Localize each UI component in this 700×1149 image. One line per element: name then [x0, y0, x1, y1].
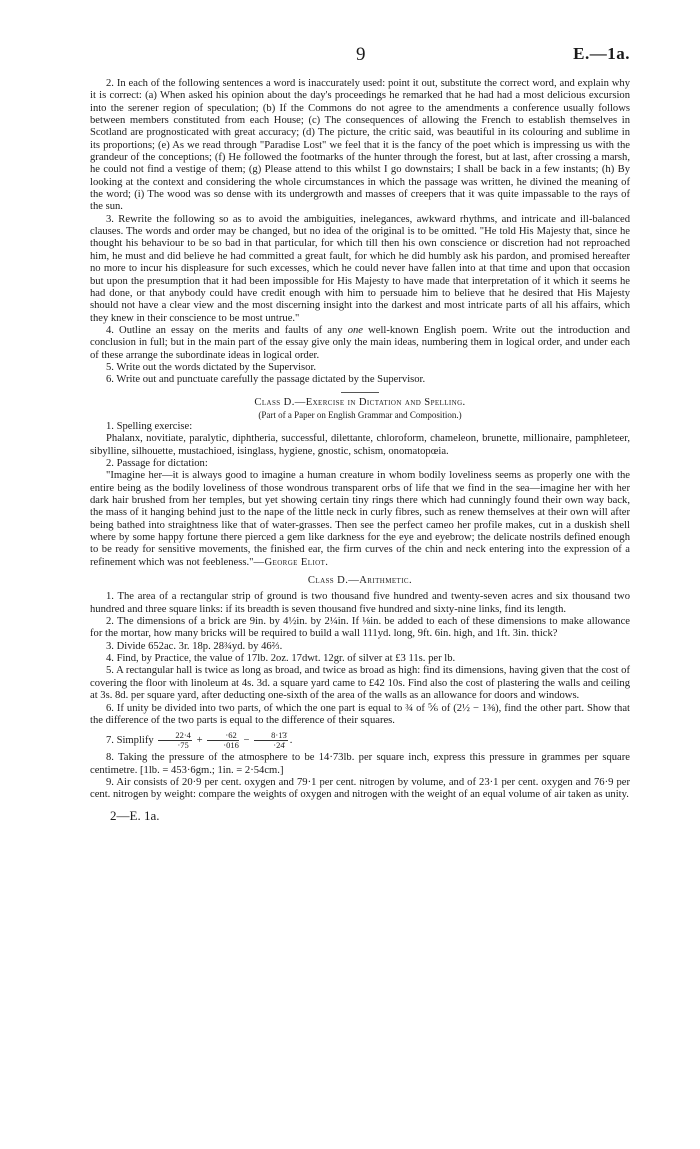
dictation-section [90, 397, 630, 569]
english-question-3: 3. Rewrite the following so as to avoid the ambiguities, inelegances, awkward rhythms, and intricate and ill-balanced clauses. The words and order may be changed, but no idea of the original is to be omitted. "He told His Majesty that, since he thought his behaviour to be so bad in that particular, for which till then his own conscience or discretion had not reproached him, he must and did believe he had committed a great fault, for which he did humbly ask his pardon, and promised hereafter no more to incur his displeasure for such excesses, which he could never have fallen into at that time and upon that occasion but upon the presumption that it had been impossible for His Majesty to have made that interpretation of it which it seems he had done, or that anybody could have credit enough with him to persuade him to believe that he desired that His Majesty should not have a clear view and the most discerning insight into the darkest and most intricate parts of all his affairs, which they knew in their conscience to be most untrue." [90, 213, 630, 324]
arithmetic-question-5: 5. A rectangular hall is twice as long as broad, and twice as broad as high: find its dimensions, having given that the cost of covering the floor with linoleum at 4s. 3d. a square yard came to £42 10s. Find also the cost of plastering the walls and ceiling at 3s. 8d. per square yard, after deducting one-sixth of the area of the walls as an allowance for doors and windows. [90, 665, 630, 702]
q4-text-start: 4. Outline an essay on the merits and faults of any [106, 324, 348, 336]
dictation-passage [90, 470, 630, 569]
english-question-2: 2. In each of the following sentences a word is inaccurately used: point it out, substitute the correct word, and explain why it is correct: (a) When asked his opinion about the day's proceedings he remarked that he had had a most delicious excursion into the serener region of speculation; (b) If the Commons do not agree to the amendments a conference usually follows between members constituted from each House; (c) The consequences of allowing the French to establish themselves in Scotland are prognosticated with great accuracy; (d) The picture, the critic said, was beautiful in its colouring and sublime in its proportions; (e) As we read through "Paradise Lost" we feel that it is the fancy of the poet which is impressing us with the grandeur of the conceptions; (f) He followed the footmarks of the hunter through the forest, but at last, after crossing a marsh, he could not find a vestige of them; (g) Please attend to this whilst I go downstairs; I shall be back in a few instants; (h) By looking at the context and considering the whole circumstances in which the passage was written, he divined the meaning of the word; (i) The wood was so dense with its undergrowth and masses of creepers that it was quite impassable to the rays of the sun. [90, 78, 630, 213]
q7-label: 7. Simplify [106, 735, 154, 747]
q7-fraction-3 [254, 731, 288, 750]
document-reference: E.—1a. [573, 44, 630, 63]
plus-sign: + [196, 735, 203, 747]
page-number: 9 [356, 44, 366, 65]
q7-numerator-3: 8·1̇3̇ [254, 731, 288, 741]
arithmetic-question-6: 6. If unity be divided into two parts, of which the one part is equal to ¾ of ⅚ of (2½ − 1⅜), find the other part. Show that the difference of the two parts is equal to the difference of their squares. [90, 702, 630, 726]
q7-denominator-2: ·016 [223, 740, 239, 751]
q7-denominator-1: ·75 [177, 740, 189, 751]
arithmetic-question-3: 3. Divide 652ac. 3r. 18p. 28¾yd. by 46⅔. [106, 640, 283, 652]
english-questions [90, 78, 630, 387]
arithmetic-question-8: 8. Taking the pressure of the atmosphere to be 14·73lb. per square inch, express this pressure in grammes per square centimetre. [1lb. = 453·6gm.; 1in. = 2·54cm.] [90, 752, 630, 776]
english-question-4 [90, 325, 630, 362]
arithmetic-question-7 [90, 730, 630, 752]
q7-numerator-1: 22·4 [158, 731, 192, 741]
spelling-words: Phalanx, novitiate, paralytic, diphtheria, successful, dilettante, chloroform, chameleon, brunette, millionaire, pamphleteer, sibylline, silhouette, mustachioed, isinglass, hygiene, gnostic, schism, onomatopœia. [90, 433, 630, 457]
q7-numerator-2: ·62 [207, 731, 239, 741]
dictation-title: Class D.—Exercise in Dictation and Spelling. [254, 396, 466, 408]
q4-text-end: well-known English poem. Write out the introduction and conclusion in full; but in the main part of the essay give only the main ideas, numbering them in logical order, and under each of these arrange the subordinate ideas in logical order. [90, 324, 630, 361]
arithmetic-question-9: 9. Air consists of 20·9 per cent. oxygen and 79·1 per cent. nitrogen by volume, and of 23·1 per cent. oxygen and 76·9 per cent. nitrogen by weight: compare the weights of oxygen and nitrogen with the weight of an equal volume of air taken as unity. [90, 776, 630, 801]
q7-fraction-1 [158, 731, 192, 750]
english-question-6: 6. Write out and punctuate carefully the passage dictated by the Supervisor. [106, 374, 426, 386]
arithmetic-question-4: 4. Find, by Practice, the value of 17lb. 2oz. 17dwt. 12gr. of silver at £3 11s. per lb. [106, 653, 456, 665]
q7-fraction-2 [207, 731, 239, 750]
dictation-subtitle: (Part of a Paper on English Grammar and Composition.) [258, 409, 462, 420]
passage-label: 2. Passage for dictation: [106, 457, 208, 469]
q4-emphasis: one [347, 324, 363, 336]
minus-sign: − [243, 735, 250, 747]
arithmetic-question-2: 2. The dimensions of a brick are 9in. by 4½in. by 2¼in. If ⅛in. be added to each of these dimensions to make allowance for the mortar, how many bricks will be required to build a wall 111yd. long, 9ft. 6in. high, and 1ft. 3in. thick? [90, 616, 630, 640]
arithmetic-section [90, 575, 630, 802]
passage-text: "Imagine her—it is always good to imagine a human creature in whom bodily loveliness seems as properly one with the entire being as the bodily loveliness of those wondrous transparent orbs of life that we find in the sea—imagine her with her dark hair brushed from her temples, but yet showing certain tiny rings there which had cunningly found their own way back, the mass of it hanging behind just to the nape of the little neck in curly fibres, such as renew themselves at their own will after being bathed into straightness like that of water-grasses. Then see the perfect cameo her profile makes, cut in a duskish shell where by some happy fortune there pierced a gem like darkness for the eye and eyebrow; the delicate nostrils defined enough to be ready for sensitive movements, the finished ear, the firm curves of the chin and neck entering into the expression of a refinement which was not feebleness." [90, 470, 630, 568]
q7-denominator-3: ·24̇ [273, 740, 285, 751]
section-divider [341, 392, 379, 393]
arithmetic-question-1: 1. The area of a rectangular strip of ground is two thousand five hundred and twenty-seven acres and six thousand two hundred and three square links: if its breadth is seven thousand five hundred and sixty-nine links, find its length. [90, 591, 630, 615]
passage-author: —George Eliot. [253, 556, 329, 568]
arithmetic-title: Class D.—Arithmetic. [307, 575, 413, 587]
english-question-5: 5. Write out the words dictated by the Supervisor. [106, 361, 317, 373]
page-footer: 2—E. 1a. [110, 807, 160, 823]
spelling-label: 1. Spelling exercise: [106, 420, 193, 432]
q7-period: . [289, 735, 293, 747]
page-header [90, 44, 630, 78]
